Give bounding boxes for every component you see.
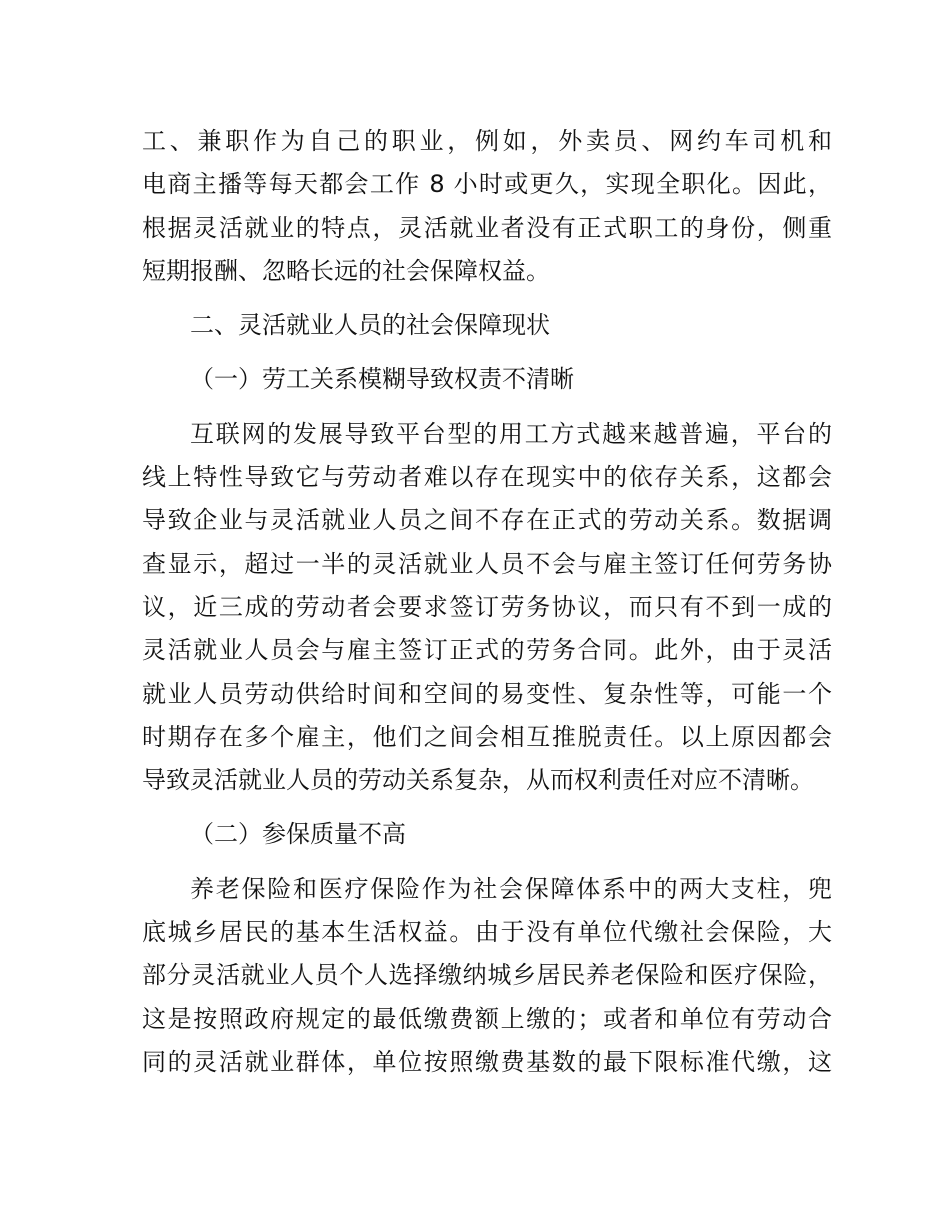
paragraph-continuation	[142, 120, 832, 293]
paragraph-insurance-quality	[142, 868, 832, 1084]
text-line: 时期存在多个雇主，他们之间会相互推脱责任。以上原因都会	[142, 722, 832, 751]
text-line: 短期报酬、忽略长远的社会保障权益。	[142, 256, 550, 285]
text-line: 线上特性导致它与劳动者难以存在现实中的依存关系，这都会	[142, 463, 832, 492]
text-line: 工、兼职作为自己的职业，例如，外卖员、网约车司机和	[142, 127, 832, 155]
text-line: 互联网的发展导致平台型的用工方式越来越普遍，平台的	[190, 419, 832, 448]
text-line: 导致灵活就业人员的劳动关系复杂，从而权利责任对应不清晰。	[142, 766, 814, 795]
text-line: 电商主播等每天都会工作 8 小时或更久，实现全职化。因此，	[142, 170, 832, 199]
text-line: 底城乡居民的基本生活权益。由于没有单位代缴社会保险，大	[142, 918, 832, 947]
text-line: 灵活就业人员会与雇主签订正式的劳务合同。此外，由于灵活	[142, 636, 832, 665]
text-line: 议，近三成的劳动者会要求签订劳务协议，而只有不到一成的	[142, 592, 832, 621]
section-heading: 二、灵活就业人员的社会保障现状	[190, 311, 550, 340]
text-line: 根据灵活就业的特点，灵活就业者没有正式职工的身份，侧重	[142, 213, 832, 242]
text-line: 养老保险和医疗保险作为社会保障体系中的两大支柱，兜	[190, 874, 832, 903]
text-line: 就业人员劳动供给时间和空间的易变性、复杂性等，可能一个	[142, 679, 832, 708]
text-line: 同的灵活就业群体，单位按照缴费基数的最下限标准代缴，这	[142, 1047, 832, 1076]
subsection-heading-2: （二）参保质量不高	[190, 820, 406, 849]
text-line: 导致企业与灵活就业人员之间不存在正式的劳动关系。数据调	[142, 506, 832, 535]
document-body	[142, 120, 832, 1084]
subsection-heading-1: （一）劳工关系模糊导致权责不清晰	[190, 365, 574, 394]
text-line: 这是按照政府规定的最低缴费额上缴的；或者和单位有劳动合	[142, 1004, 832, 1033]
text-line: 部分灵活就业人员个人选择缴纳城乡居民养老保险和医疗保险，	[142, 961, 832, 990]
paragraph-labor-relations	[142, 413, 832, 803]
text-line: 查显示，超过一半的灵活就业人员不会与雇主签订任何劳务协	[142, 549, 832, 578]
